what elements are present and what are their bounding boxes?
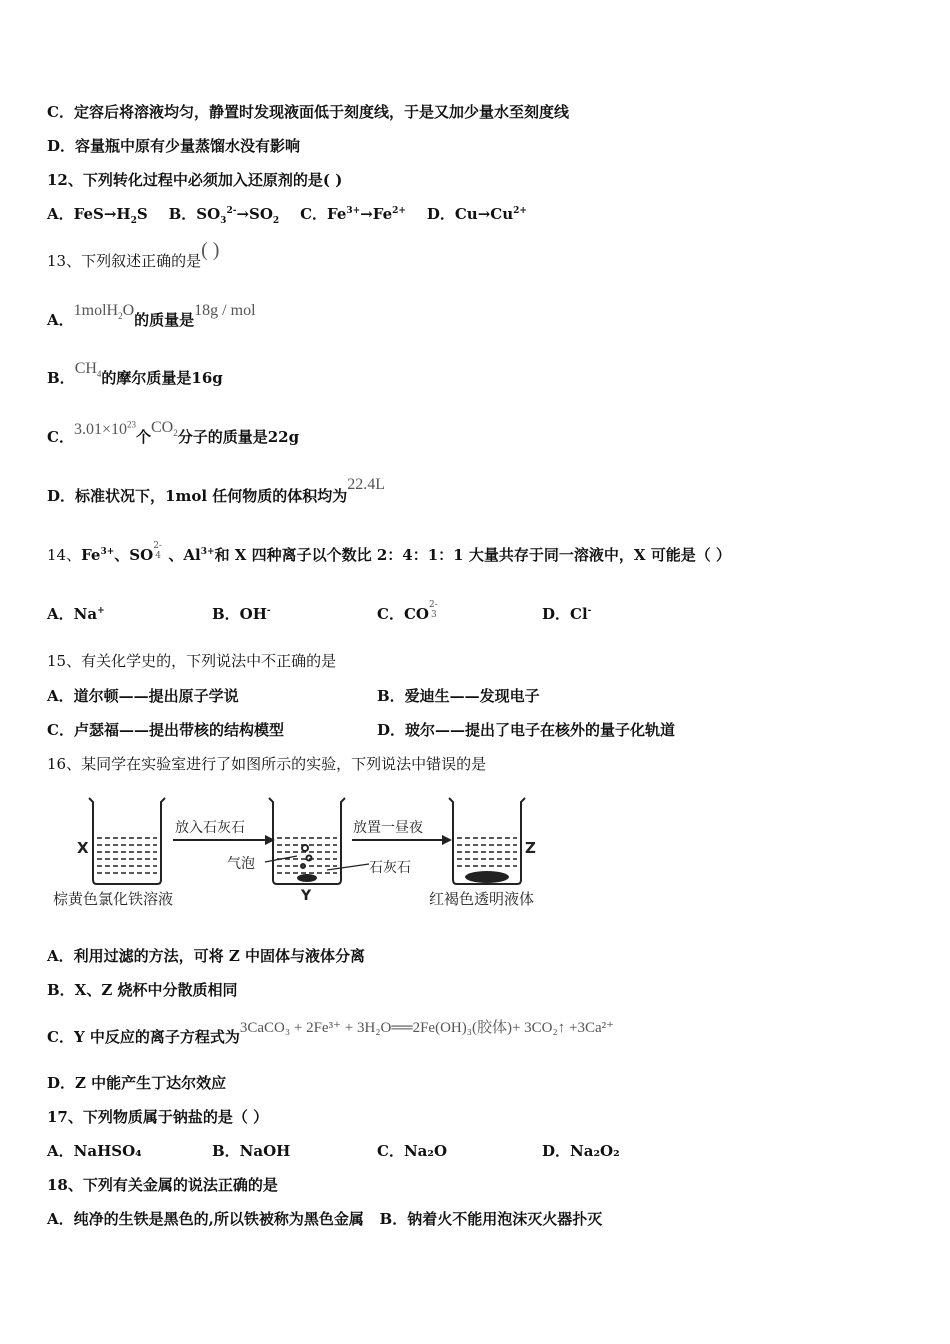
q16-option-d: D．Z 中能产生丁达尔效应 (47, 1074, 227, 1092)
q16-experiment-figure (47, 790, 567, 920)
q14-option-c: C．CO 2- 3 (377, 600, 438, 623)
arrow-1-label: 放入石灰石 (175, 820, 245, 836)
arrow-2 (352, 835, 452, 845)
q13-option-a: A．1molH$_2$O的质量是18g / mol (47, 302, 256, 329)
q15-stem: 15、有关化学史的，下列说法中不正确的是 (47, 652, 337, 670)
q11-option-d: D．容量瓶中原有少量蒸馏水没有影响 (47, 137, 301, 155)
q12-options (47, 204, 527, 224)
q13-stem-formula: ( ) (201, 239, 220, 261)
q14-option-a: A．Na+ (47, 605, 105, 623)
q13-stem: 13、下列叙述正确的是 (47, 252, 202, 270)
q15-option-b: B．爱迪生——发现电子 (377, 687, 540, 705)
label-bubble: 气泡 (227, 856, 255, 872)
limestone-z (465, 871, 509, 883)
q17-option-c: C．Na₂O (377, 1142, 448, 1160)
q13-option-d: D．标准状况下，1mol 任何物质的体积均为22.4L (47, 476, 386, 505)
q15-option-d: D．玻尔——提出了电子在核外的量子化轨道 (377, 721, 676, 739)
arrow-1 (173, 835, 275, 845)
q14-option-d: D．Cl- (542, 605, 592, 623)
q16-equation: 3CaCO₃ + 2Fe³⁺ + 3H₂O══2Fe(OH)₃(胶体)+ 3CO₂↑ +3Ca²⁺ (239, 1020, 615, 1036)
q12-option-d: D．$Cu\to Cu^{2+}$ (426, 205, 527, 223)
q16-option-b: B．X、Z 烧杯中分散质相同 (47, 981, 238, 999)
q14-option-b: B．OH- (212, 605, 271, 623)
q16-option-c: C．Y 中反应的离子方程式为3CaCO₃ + 2Fe³⁺ + 3H₂O══2Fe(OH)₃(胶体)+ 3CO₂↑ +3Ca²⁺ (47, 1020, 615, 1046)
q14-stem: 14、$Fe^{3+}$、SO 2- 4 、$Al^{3+}$和 X 四种离子以个数比 2：4：1：1 大量共存于同一溶液中，X 可能是（ ） (47, 541, 731, 564)
q17-option-d: D．Na₂O₂ (542, 1142, 620, 1160)
q17-option-b: B．NaOH (212, 1142, 291, 1160)
q18-option-b: B．钠着火不能用泡沫灭火器扑灭 (379, 1210, 603, 1228)
label-z: Z (525, 839, 536, 857)
q12-option-b: B．$SO_3^{2-}\to SO_2$ (168, 205, 280, 226)
q17-option-a: A．NaHSO₄ (47, 1142, 142, 1160)
q12-option-a: A．$FeS\to H_2S$ (47, 205, 148, 226)
q16-option-a: A．利用过滤的方法，可将 Z 中固体与液体分离 (47, 947, 366, 965)
label-y: Y (301, 888, 312, 904)
q17-stem: 17、下列物质属于钠盐的是（ ） (47, 1108, 269, 1126)
beaker-y (269, 798, 345, 884)
caption-x: 棕黄色氯化铁溶液 (53, 890, 174, 908)
label-limestone: 石灰石 (369, 860, 411, 876)
limestone-y (297, 874, 317, 882)
arrow-2-label: 放置一昼夜 (353, 820, 423, 836)
q11-option-c: C．定容后将溶液均匀，静置时发现液面低于刻度线，于是又加少量水至刻度线 (47, 103, 569, 121)
q13-option-b: B．$CH_4$的摩尔质量是16g (47, 360, 223, 387)
caption-z: 红褐色透明液体 (429, 890, 535, 908)
q13-option-c: C．$3.01\times 10^{23}$个$CO_2$分子的质量是22g (47, 419, 300, 446)
q13-stem-line (47, 239, 220, 271)
q12-stem: 12、下列转化过程中必须加入还原剂的是( ) (47, 171, 343, 189)
q18-options (47, 1209, 602, 1229)
q15-option-a: A．道尔顿——提出原子学说 (47, 687, 239, 705)
q15-option-c: C．卢瑟福——提出带核的结构模型 (47, 721, 284, 739)
q16-stem: 16、某同学在实验室进行了如图所示的实验，下列说法中错误的是 (47, 755, 487, 773)
beaker-x (89, 798, 165, 884)
q12-option-c: C．$Fe^{3+}\to Fe^{2+}$ (300, 205, 406, 223)
q18-stem: 18、下列有关金属的说法正确的是 (47, 1176, 278, 1194)
q18-option-a: A．纯净的生铁是黑色的,所以铁被称为黑色金属 (47, 1210, 364, 1228)
label-x: X (77, 839, 89, 857)
